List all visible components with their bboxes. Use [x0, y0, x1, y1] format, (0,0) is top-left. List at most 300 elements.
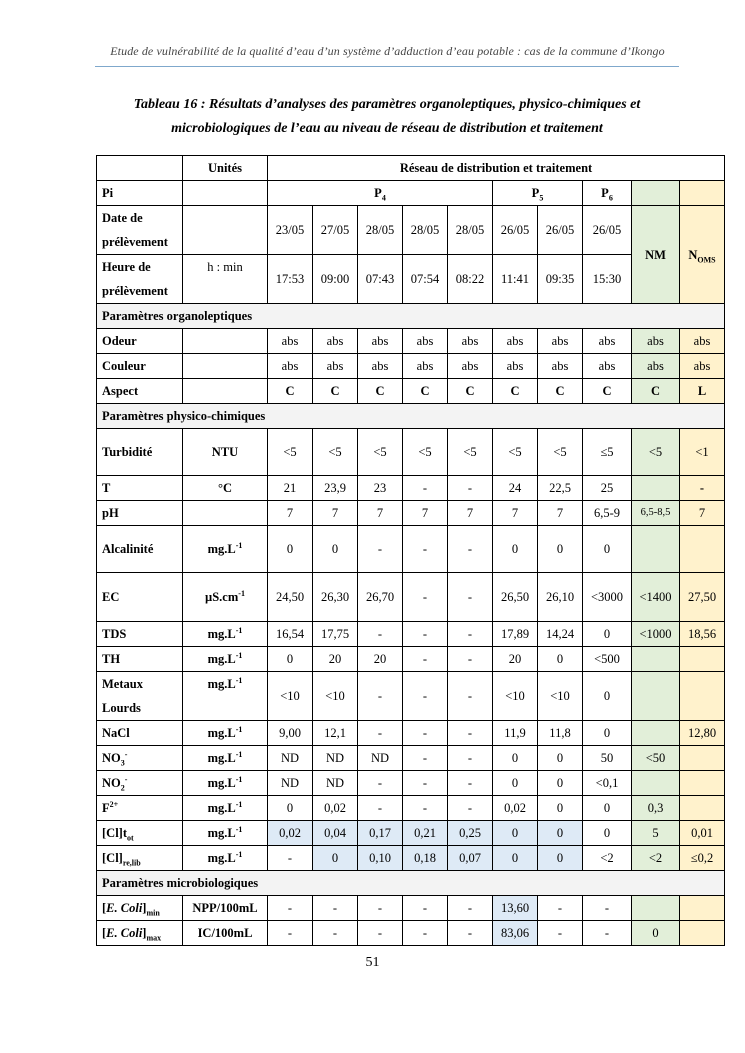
- value-cell: 0: [538, 526, 583, 573]
- section-physico-chemical: Paramètres physico-chimiques: [97, 404, 725, 429]
- unit-sup: -1: [235, 799, 243, 809]
- nm-value: 6,5-8,5: [632, 501, 680, 526]
- p5-text: P: [531, 186, 540, 200]
- section-row: [97, 304, 725, 329]
- metaux-row: [97, 672, 725, 721]
- value-cell: 21: [268, 476, 313, 501]
- alcalinite-row: [97, 526, 725, 573]
- value-cell: -: [538, 921, 583, 946]
- value-cell: 0,18: [403, 846, 448, 871]
- value-cell: -: [268, 921, 313, 946]
- value-cell: -: [448, 647, 493, 672]
- label-sup: -: [124, 774, 128, 784]
- date-cell: 27/05: [313, 206, 358, 255]
- value-cell: -: [403, 526, 448, 573]
- value-cell: 0: [268, 796, 313, 821]
- value-cell: 7: [448, 501, 493, 526]
- th-row: [97, 647, 725, 672]
- value-cell: 23,9: [313, 476, 358, 501]
- unit-text: µS.cm: [205, 590, 239, 604]
- tds-row: [97, 622, 725, 647]
- value-cell: 0,04: [313, 821, 358, 846]
- value-cell: 0: [538, 846, 583, 871]
- value-cell: -: [448, 896, 493, 921]
- nm-cell-top: [632, 181, 680, 206]
- value-cell: -: [358, 796, 403, 821]
- label-pre: [: [102, 901, 107, 915]
- value-cell: C: [313, 379, 358, 404]
- value-cell: ND: [268, 746, 313, 771]
- value-cell: 0: [313, 526, 358, 573]
- noms-value: L: [680, 379, 725, 404]
- p4-sub: 4: [381, 193, 386, 203]
- label-pre: [: [102, 926, 107, 940]
- p4-text: P: [374, 186, 382, 200]
- value-cell: -: [403, 896, 448, 921]
- value-cell: 0: [583, 821, 632, 846]
- table-header-row: [97, 156, 725, 181]
- value-cell: abs: [538, 329, 583, 354]
- value-cell: -: [358, 721, 403, 746]
- unit-cell: [183, 501, 268, 526]
- date-cell: 28/05: [403, 206, 448, 255]
- value-cell: -: [358, 622, 403, 647]
- value-cell: <10: [313, 672, 358, 721]
- unit-text: mg.L: [207, 677, 236, 691]
- noms-value: [680, 647, 725, 672]
- p6-sub: 6: [608, 193, 613, 203]
- noms-value: [680, 526, 725, 573]
- cl-free-row: [97, 846, 725, 871]
- value-cell: -: [448, 476, 493, 501]
- value-cell: 20: [358, 647, 403, 672]
- value-cell: 12,1: [313, 721, 358, 746]
- p4-header: [268, 181, 493, 206]
- page-number: 51: [365, 955, 380, 970]
- value-cell: 0: [493, 746, 538, 771]
- value-cell: 0: [493, 846, 538, 871]
- unit-text: mg.L: [207, 726, 236, 740]
- value-cell: 0: [583, 622, 632, 647]
- value-cell: C: [268, 379, 313, 404]
- param-label: [97, 896, 183, 921]
- value-cell: <0,1: [583, 771, 632, 796]
- value-cell: -: [313, 896, 358, 921]
- value-cell: -: [448, 796, 493, 821]
- value-cell: -: [448, 672, 493, 721]
- value-cell: abs: [313, 329, 358, 354]
- no3-row: [97, 746, 725, 771]
- param-label: pH: [97, 501, 183, 526]
- fluor-row: [97, 796, 725, 821]
- value-cell: abs: [403, 354, 448, 379]
- label-text: NO: [102, 751, 121, 765]
- value-cell: 20: [493, 647, 538, 672]
- unit-sup: -1: [235, 774, 243, 784]
- value-cell: -: [403, 771, 448, 796]
- unit-text: mg.L: [207, 801, 236, 815]
- unit-sup: -1: [235, 749, 243, 759]
- value-cell: 0: [493, 771, 538, 796]
- date-cell: 26/05: [538, 206, 583, 255]
- p6-text: P: [601, 186, 609, 200]
- pi-row: [97, 181, 725, 206]
- unit-cell: [183, 672, 268, 721]
- param-label: T: [97, 476, 183, 501]
- unit-cell: [183, 329, 268, 354]
- noms-header: [680, 206, 725, 304]
- value-cell: -: [403, 721, 448, 746]
- param-label: Turbidité: [97, 429, 183, 476]
- value-cell: 17,75: [313, 622, 358, 647]
- value-cell: ND: [268, 771, 313, 796]
- value-cell: <5: [403, 429, 448, 476]
- param-label: EC: [97, 573, 183, 622]
- label-sub: 2: [120, 783, 125, 793]
- value-cell: <10: [493, 672, 538, 721]
- value-cell: 0: [538, 746, 583, 771]
- value-cell: -: [403, 573, 448, 622]
- section-row: [97, 871, 725, 896]
- value-cell: 25: [583, 476, 632, 501]
- value-cell: 0: [583, 796, 632, 821]
- value-cell: 7: [268, 501, 313, 526]
- nacl-row: [97, 721, 725, 746]
- value-cell: -: [268, 896, 313, 921]
- value-cell: -: [358, 921, 403, 946]
- noms-value: 27,50: [680, 573, 725, 622]
- unit-cell: [183, 647, 268, 672]
- value-cell: 11,9: [493, 721, 538, 746]
- value-cell: 13,60: [493, 896, 538, 921]
- results-table: [96, 155, 725, 946]
- caption-line-1: Tableau 16 : Résultats d’analyses des paramètres organoleptiques, physico-chimiques et: [133, 97, 641, 112]
- value-cell: -: [358, 672, 403, 721]
- value-cell: -: [448, 921, 493, 946]
- empty-corner: [97, 156, 183, 181]
- noms-value: [680, 896, 725, 921]
- value-cell: 0: [583, 526, 632, 573]
- value-cell: 23: [358, 476, 403, 501]
- value-cell: 0,02: [313, 796, 358, 821]
- p5-header: [493, 181, 583, 206]
- nm-value: <50: [632, 746, 680, 771]
- unit-text: mg.L: [207, 851, 236, 865]
- noms-value: 12,80: [680, 721, 725, 746]
- unit-text: mg.L: [207, 627, 236, 641]
- unit-cell: [183, 721, 268, 746]
- unit-sup: -1: [235, 724, 243, 734]
- value-cell: <500: [583, 647, 632, 672]
- value-cell: ≤5: [583, 429, 632, 476]
- p6-header: [583, 181, 632, 206]
- heure-cell: 17:53: [268, 255, 313, 304]
- value-cell: -: [358, 896, 403, 921]
- noms-value: ≤0,2: [680, 846, 725, 871]
- value-cell: -: [403, 921, 448, 946]
- nm-value: 0: [632, 921, 680, 946]
- heure-cell: 07:43: [358, 255, 403, 304]
- ecoli-max-row: [97, 921, 725, 946]
- param-label: Aspect: [97, 379, 183, 404]
- label-sub: min: [146, 908, 160, 918]
- unit-cell: IC/100mL: [183, 921, 268, 946]
- value-cell: 0: [538, 821, 583, 846]
- value-cell: -: [358, 526, 403, 573]
- value-cell: C: [403, 379, 448, 404]
- ph-row: [97, 501, 725, 526]
- noms-cell-top: [680, 181, 725, 206]
- noms-value: <1: [680, 429, 725, 476]
- noms-value: [680, 796, 725, 821]
- unit-cell: °C: [183, 476, 268, 501]
- value-cell: 11,8: [538, 721, 583, 746]
- unit-cell: NPP/100mL: [183, 896, 268, 921]
- noms-value: abs: [680, 329, 725, 354]
- label-sub: 3: [120, 758, 125, 768]
- unit-cell: NTU: [183, 429, 268, 476]
- value-cell: 7: [538, 501, 583, 526]
- noms-text: N: [688, 247, 698, 262]
- heure-cell: 09:35: [538, 255, 583, 304]
- value-cell: -: [583, 896, 632, 921]
- nm-value: <1000: [632, 622, 680, 647]
- param-label: [97, 921, 183, 946]
- value-cell: 0: [268, 647, 313, 672]
- date-cell: 26/05: [583, 206, 632, 255]
- value-cell: abs: [268, 354, 313, 379]
- value-cell: -: [358, 771, 403, 796]
- nm-value: [632, 896, 680, 921]
- couleur-row: [97, 354, 725, 379]
- header-rule: [95, 66, 679, 67]
- date-cell: 23/05: [268, 206, 313, 255]
- date-cell: 26/05: [493, 206, 538, 255]
- value-cell: abs: [538, 354, 583, 379]
- value-cell: 0,21: [403, 821, 448, 846]
- noms-value: [680, 771, 725, 796]
- noms-sub: OMS: [697, 255, 716, 264]
- value-cell: <10: [538, 672, 583, 721]
- value-cell: 83,06: [493, 921, 538, 946]
- noms-value: 7: [680, 501, 725, 526]
- label-text: [Cl]: [102, 851, 123, 865]
- value-cell: 0: [268, 526, 313, 573]
- unit-cell: [183, 379, 268, 404]
- param-label: Metaux Lourds: [97, 672, 183, 721]
- nm-value: abs: [632, 354, 680, 379]
- value-cell: <3000: [583, 573, 632, 622]
- value-cell: 0: [583, 672, 632, 721]
- value-cell: <10: [268, 672, 313, 721]
- units-header: Unités: [183, 156, 268, 181]
- param-label: [97, 746, 183, 771]
- value-cell: abs: [358, 329, 403, 354]
- value-cell: abs: [448, 329, 493, 354]
- value-cell: abs: [313, 354, 358, 379]
- date-label: Date de prélèvement: [97, 206, 183, 255]
- p5-sub: 5: [539, 193, 544, 203]
- unit-sup: -1: [235, 824, 243, 834]
- heure-cell: 08:22: [448, 255, 493, 304]
- value-cell: <2: [583, 846, 632, 871]
- value-cell: 0,02: [268, 821, 313, 846]
- unit-text: mg.L: [207, 542, 236, 556]
- unit-cell: [183, 746, 268, 771]
- value-cell: ND: [358, 746, 403, 771]
- value-cell: 24,50: [268, 573, 313, 622]
- pi-label: Pi: [97, 181, 183, 206]
- nm-value: [632, 721, 680, 746]
- param-label: [97, 846, 183, 871]
- caption-line-2: microbiologiques de l’eau au niveau de réseau de distribution et traitement: [171, 121, 603, 136]
- unit-text: mg.L: [207, 652, 236, 666]
- unit-cell: [183, 771, 268, 796]
- value-cell: 26,30: [313, 573, 358, 622]
- no2-row: [97, 771, 725, 796]
- value-cell: 0: [313, 846, 358, 871]
- value-cell: 7: [493, 501, 538, 526]
- value-cell: -: [403, 622, 448, 647]
- value-cell: 0: [538, 796, 583, 821]
- section-row: [97, 404, 725, 429]
- value-cell: -: [583, 921, 632, 946]
- unit-cell: [183, 573, 268, 622]
- value-cell: 0: [493, 821, 538, 846]
- param-label: [97, 821, 183, 846]
- heure-cell: 11:41: [493, 255, 538, 304]
- unit-sup: -1: [235, 675, 243, 685]
- label-text: [Cl]t: [102, 826, 127, 840]
- value-cell: 0,17: [358, 821, 403, 846]
- value-cell: -: [403, 796, 448, 821]
- unit-sup: -1: [238, 588, 245, 598]
- nm-value: 5: [632, 821, 680, 846]
- unit-sup: -1: [235, 849, 243, 859]
- unit-cell: [183, 526, 268, 573]
- unit-text: mg.L: [207, 776, 236, 790]
- running-header: Etude de vulnérabilité de la qualité d’eau d’un système d’adduction d’eau potable : cas de la commune d’Ikongo: [110, 44, 665, 58]
- aspect-row: [97, 379, 725, 404]
- noms-value: abs: [680, 354, 725, 379]
- value-cell: 22,5: [538, 476, 583, 501]
- value-cell: abs: [358, 354, 403, 379]
- ec-row: [97, 573, 725, 622]
- unit-cell: [183, 846, 268, 871]
- value-cell: 17,89: [493, 622, 538, 647]
- label-italic: E. Coli: [106, 901, 143, 915]
- value-cell: C: [358, 379, 403, 404]
- label-sub: ot: [127, 833, 134, 843]
- value-cell: -: [448, 771, 493, 796]
- value-cell: C: [538, 379, 583, 404]
- ecoli-min-row: [97, 896, 725, 921]
- noms-value: 18,56: [680, 622, 725, 647]
- value-cell: <5: [448, 429, 493, 476]
- noms-value: 0,01: [680, 821, 725, 846]
- value-cell: <5: [538, 429, 583, 476]
- value-cell: abs: [583, 329, 632, 354]
- section-microbiological: Paramètres microbiologiques: [97, 871, 725, 896]
- value-cell: -: [448, 746, 493, 771]
- value-cell: <5: [493, 429, 538, 476]
- table-caption: [95, 93, 679, 141]
- value-cell: 26,70: [358, 573, 403, 622]
- label-sup: 2+: [109, 799, 119, 809]
- nm-value: [632, 771, 680, 796]
- nm-value: 0,3: [632, 796, 680, 821]
- label-sub: max: [146, 933, 162, 943]
- value-cell: -: [448, 622, 493, 647]
- value-cell: 0: [493, 526, 538, 573]
- value-cell: 0,25: [448, 821, 493, 846]
- nm-value: [632, 672, 680, 721]
- param-label: [97, 771, 183, 796]
- heure-cell: 09:00: [313, 255, 358, 304]
- value-cell: abs: [448, 354, 493, 379]
- value-cell: C: [583, 379, 632, 404]
- date-cell: 28/05: [358, 206, 403, 255]
- nm-value: [632, 526, 680, 573]
- value-cell: 0,07: [448, 846, 493, 871]
- heure-row: [97, 255, 725, 304]
- param-label: [97, 796, 183, 821]
- unit-cell: [183, 354, 268, 379]
- param-label: Alcalinité: [97, 526, 183, 573]
- nm-header: NM: [632, 206, 680, 304]
- value-cell: 0: [538, 771, 583, 796]
- value-cell: 0,02: [493, 796, 538, 821]
- value-cell: ND: [313, 771, 358, 796]
- noms-value: [680, 672, 725, 721]
- unit-sup: -1: [235, 540, 243, 550]
- network-header: Réseau de distribution et traitement: [268, 156, 725, 181]
- value-cell: -: [268, 846, 313, 871]
- turbidite-row: [97, 429, 725, 476]
- value-cell: abs: [583, 354, 632, 379]
- label-text: F: [102, 801, 110, 815]
- value-cell: 7: [403, 501, 448, 526]
- param-label: TH: [97, 647, 183, 672]
- value-cell: 26,10: [538, 573, 583, 622]
- param-label: Odeur: [97, 329, 183, 354]
- value-cell: -: [403, 476, 448, 501]
- value-cell: C: [448, 379, 493, 404]
- value-cell: -: [403, 746, 448, 771]
- label-post: ]: [142, 901, 147, 915]
- value-cell: ND: [313, 746, 358, 771]
- noms-value: [680, 921, 725, 946]
- value-cell: 7: [358, 501, 403, 526]
- unit-sup: -1: [235, 650, 243, 660]
- value-cell: 50: [583, 746, 632, 771]
- unit-text: mg.L: [207, 826, 236, 840]
- heure-cell: 07:54: [403, 255, 448, 304]
- nm-value: [632, 476, 680, 501]
- value-cell: 0: [538, 647, 583, 672]
- value-cell: -: [448, 526, 493, 573]
- odeur-row: [97, 329, 725, 354]
- nm-value: abs: [632, 329, 680, 354]
- value-cell: C: [493, 379, 538, 404]
- param-label: TDS: [97, 622, 183, 647]
- value-cell: 7: [313, 501, 358, 526]
- unit-cell: [183, 622, 268, 647]
- label-italic: E. Coli: [106, 926, 143, 940]
- nm-value: C: [632, 379, 680, 404]
- heure-unit: h : min: [183, 255, 268, 304]
- unit-text: mg.L: [207, 751, 236, 765]
